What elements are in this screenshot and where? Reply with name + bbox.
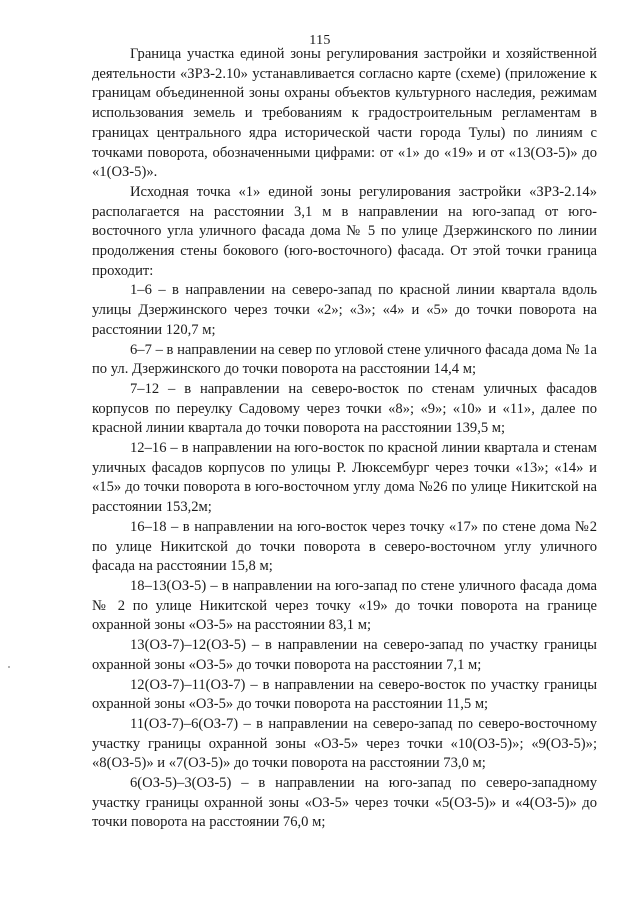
paragraph-intro: Граница участка единой зоны регулирования застройки и хозяйственной деятельности «ЗРЗ-2.10» устанавливается согласно карте (схеме) (приложение к границам объединенной зоны охраны объектов культурного наследия, режимам использования земель и требованиям к градостроительным регламентам в границах центрального ядра исторической части города Тулы) по линиям с точками поворота, обозначенными цифрами: от «1» до «19» и от «13(ОЗ-5)» до «1(ОЗ-5)». xyxy=(92,46,597,181)
paragraph-segment-11oz7-6oz7: 11(ОЗ-7)–6(ОЗ-7) – в направлении на северо-запад по северо-восточному участку границы охранной зоны «ОЗ-5» через точки «10(ОЗ-5)»; «9(ОЗ-5)»; «8(ОЗ-5)» и «7(ОЗ-5)» до точки поворота на расстоянии 73,0 м; xyxy=(92,715,597,772)
paragraph-segment-12oz7-11oz7: 12(ОЗ-7)–11(ОЗ-7) – в направлении на северо-восток по участку границы охранной зоны «ОЗ-5» до точки поворота на расстоянии 11,5 м; xyxy=(92,676,597,713)
paragraph-segment-18-13oz5: 18–13(ОЗ-5) – в направлении на юго-запад по стене уличного фасада дома № 2 по улице Никитской через точку «19» до точки поворота на границе охранной зоны «ОЗ-5» на расстоянии 83,1 м; xyxy=(92,577,597,634)
paragraph-segment-6-7: 6–7 – в направлении на север по угловой стене уличного фасада дома № 1а по ул. Дзержинского до точки поворота на расстоянии 14,4 м; xyxy=(92,341,597,378)
scan-edge-mark xyxy=(8,666,10,668)
paragraph-segment-16-18: 16–18 – в направлении на юго-восток через точку «17» по стене дома №2 по улице Никитской до точки поворота в северо-восточном углу уличного фасада на расстоянии 15,8 м; xyxy=(92,518,597,575)
paragraph-segment-1-6: 1–6 – в направлении на северо-запад по красной линии квартала вдоль улицы Дзержинского через точки «2»; «3»; «4» и «5» до точки поворота на расстоянии 120,7 м; xyxy=(92,282,597,338)
page-number: 115 xyxy=(309,33,331,48)
paragraph-segment-13oz7-12oz5: 13(ОЗ-7)–12(ОЗ-5) – в направлении на северо-запад по участку границы охранной зоны «ОЗ-5» до точки поворота на расстоянии 7,1 м; xyxy=(92,637,597,673)
paragraph-segment-12-16: 12–16 – в направлении на юго-восток по красной линии квартала и стенам уличных фасадов корпусов по улицы Р. Люксембург через точки «13»; «14» и «15» до точки поворота в юго-восточном углу дома №26 по улице Никитской на расстоянии 153,2м; xyxy=(92,440,597,516)
document-body xyxy=(92,45,597,833)
paragraph-segment-6oz5-3oz5: 6(ОЗ-5)–3(ОЗ-5) – в направлении на юго-запад по северо-западному участку границы охранной зоны «ОЗ-5» через точки «5(ОЗ-5)» и «4(ОЗ-5)» до точки поворота на расстоянии 76,0 м; xyxy=(92,775,597,831)
paragraph-segment-7-12: 7–12 – в направлении на северо-восток по стенам уличных фасадов корпусов по переулку Садовому через точки «8»; «9»; «10» и «11», далее по красной линии квартала до точки поворота на расстоянии 139,5 м; xyxy=(92,380,597,437)
paragraph-start-point: Исходная точка «1» единой зоны регулирования застройки «ЗРЗ-2.14» располагается на расстоянии 3,1 м в направлении на юго-запад от юго-восточного угла уличного фасада дома № 5 по улице Дзержинского по линии продолжения стены бокового (юго-восточного) фасада. От этой точки граница проходит: xyxy=(92,183,597,279)
